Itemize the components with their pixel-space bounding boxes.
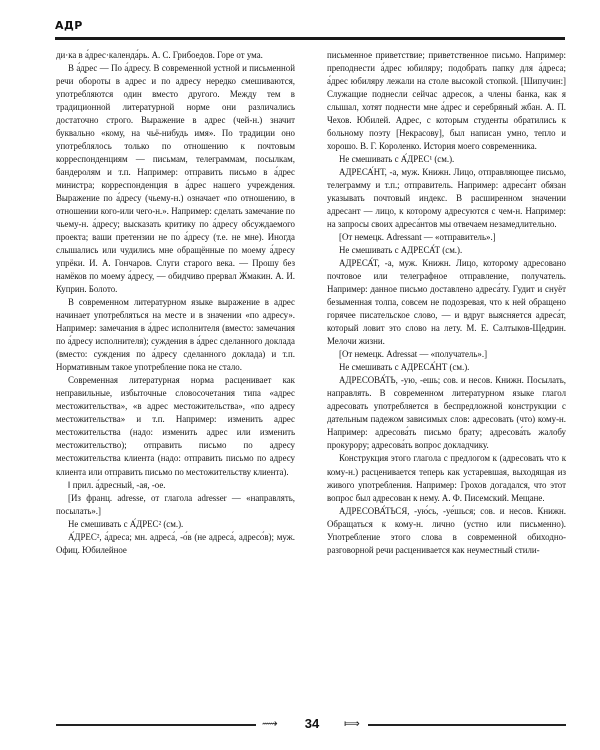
- footer-ornament-left-icon: ⟿: [262, 717, 278, 730]
- right-paragraph: Конструкция этого глагола с предлогом к (адресовать что к кому-н.) расценивается теперь как устаревшая, выходящая из живого употребления. Например: Грохов догадался, что этот вопрос был адресован к нему. А. Ф. Писемский. Мещане.: [327, 453, 566, 503]
- left-paragraph: Современная литературная норма расценивает как неправильные, избыточные словосочетания типа «адрес местожительства», «в адрес местожительства», «по адресу местожительства» и т.п. Например: изменить адрес местожительства (надо: изменить адрес или изменить местожительство); отправить письмо по адресу местожительства клиента (надо: отправить письмо по адресу клиента или отправить письмо по местожительству клиента).: [56, 375, 295, 477]
- left-paragraph: В а́дрес — По а́дресу. В современной устной и письменной речи обороты в адрес и по адресу нередко смешиваются, употребляются один вместо другого. Между тем в традиционной литературной норме они различались достаточно строго. Выражение в адрес (чей-н.) значит буквально «кому, на чьё-нибудь имя». По традиции оно употреблялось только по отношению к почтовым корреспонденциям — письмам, телеграммам, посылкам, бандеролям и т.п. Например: отправить письмо в а́дрес министра; корреспонденция в а́дрес нашего учреждения. Выражение по а́дресу (чьему-н.) означает «по отношению, в отношении кого-или чего-н.». Например: сделать замечание по чьему-н. а́дресу; высказать критику по а́дресу обсуждаемого проекта; ваши претензии не по а́дресу (т.е. не мне). Иногда слышались или чудились мне обращённые по моему а́дресу упрёки. И. А. Гончаров. Слуги старого века. — Прошу без намёков по моему а́дресу, — обидчиво прервал Жмакин. А. И. Куприн. Болото.: [56, 63, 295, 295]
- left-paragraph: Не смешивать с А́ДРЕС² (см.).: [68, 518, 184, 529]
- page-footer: [56, 713, 566, 737]
- footer-rule-left: [56, 724, 256, 726]
- right-paragraph: [От немецк. Adressant — «отправитель».]: [339, 232, 496, 243]
- right-column: [327, 49, 566, 557]
- right-paragraph: письменное приветствие; приветственное письмо. Например: преподнести а́дрес юбиляру; подобрать папку для а́дреса; а́дрес юбиляру лежали на столе высокой стопкой. [Шипучин:] Служащие поднесли сейчас адресок, а члены банка, как я слышал, хотят поднести мне а́дрес и серебряный жбан. А. П. Чехов. Юбилей. Адрес, с которым студенты обратились к больному поэту [Некрасову], был написан умно, тепло и хорошо. В. Г. Короленко. История моего современника.: [327, 50, 566, 152]
- running-head: АДР: [55, 19, 83, 32]
- left-paragraph: В современном литературном языке выражение в адрес начинает употребляться на месте и в значении «по адресу». Например: замечания в а́дрес исполнителя (вместо: замечания по а́дресу исполнителя); суждения в а́дрес сделанного доклада (вместо: суждения по а́дресу сделанного доклада) и т.п. Нормативным такое употребление пока не стало.: [56, 297, 295, 373]
- right-paragraph: Не смешивать с АДРЕСА́Т (см.).: [339, 245, 463, 256]
- left-column: [56, 49, 295, 557]
- right-paragraph: АДРЕСА́НТ, -а, муж. Книжн. Лицо, отправляющее письмо, телеграмму и т.п.; отправитель. Например: адреса́нт обязан указывать почтовый индекс. В расширенном значении адресант — лицо, к которому адресуются с чем-н. Например: на запросы своих адреса́нтов мы отвечаем незамедлительно.: [327, 167, 566, 230]
- right-paragraph: Не смешивать с АДРЕСА́НТ (см.).: [339, 362, 470, 373]
- left-paragraph: ди·ка в а́дрес·календа́рь. А. С. Грибоедов. Горе от ума.: [56, 50, 263, 60]
- right-paragraph: АДРЕСОВА́ТЬ, -ую, -ешь; сов. и несов. Книжн. Посылать, направлять. В современном литературном языке глагол адресовать употребляется в беспредложной конструкции с дательным падежом зависимых слов: адресовать (что) кому-н. Например: адресова́ть письмо брату; адресова́ть жалобу прокурору; адресова́ть вопрос докладчику.: [327, 375, 566, 451]
- left-paragraph: А́ДРЕС², а́дреса; мн. адреса́, -о́в (не адреса́, адресо́в); муж. Офиц. Юбилейное: [56, 531, 295, 555]
- header-rule: [55, 37, 565, 40]
- left-paragraph: ‖ прил. а́дресный, -ая, -ое.: [68, 479, 166, 490]
- right-paragraph: [От немецк. Adressat — «получатель».]: [339, 349, 488, 360]
- page-header: [55, 17, 565, 37]
- right-paragraph: Не смешивать с А́ДРЕС¹ (см.).: [339, 154, 455, 165]
- right-paragraph: АДРЕСОВА́ТЬСЯ, -ую́сь, -уе́шься; сов. и несов. Книжн. Обращаться к кому-н. лично (устно или письменно). Употребление этого слова в современной обиходно-разговорной речи расценивается как неуместный стили-: [327, 505, 566, 555]
- left-paragraph: [Из франц. adresse, от глагола adresser — «направлять, посылать».]: [56, 492, 295, 516]
- page-number: 34: [304, 716, 320, 731]
- right-paragraph: АДРЕСА́Т, -а, муж. Книжн. Лицо, которому адресовано почтовое или телеграфное отправление, получатель. Например: данное письмо доставлено адреса́ту. Гудит и снуёт безыменная толпа, совсем не подозревая, что к ней обращено горячее писательское слово, — и вдруг выясняется адреса́т, который ловит это слово на лету. М. Е. Салтыков-Щедрин. Мелочи жизни.: [327, 258, 566, 347]
- footer-rule-right: [368, 724, 566, 726]
- footer-ornament-right-icon: ⟾: [344, 717, 360, 730]
